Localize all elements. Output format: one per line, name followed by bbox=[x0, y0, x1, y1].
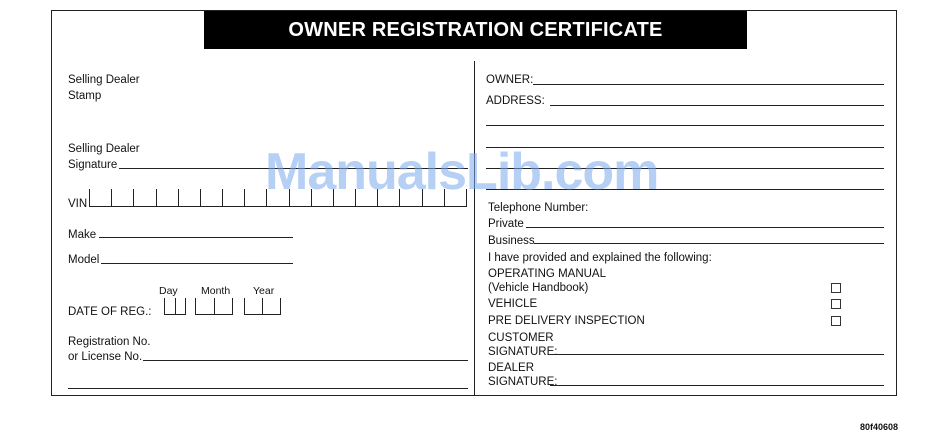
dealer-signature-label-1b: DEALER bbox=[488, 362, 535, 374]
pre-delivery-inspection-checkbox[interactable] bbox=[831, 316, 841, 326]
address-label: ADDRESS: bbox=[486, 95, 545, 107]
model-field[interactable] bbox=[101, 263, 293, 264]
day-field[interactable] bbox=[164, 298, 186, 315]
year-field[interactable] bbox=[244, 298, 281, 315]
watermark: ManualsLib.com bbox=[265, 143, 659, 201]
dealer-signature-label-1: Selling Dealer bbox=[68, 143, 140, 155]
private-phone-field[interactable] bbox=[526, 227, 884, 228]
address-field[interactable] bbox=[550, 105, 884, 106]
vehicle-checkbox[interactable] bbox=[831, 299, 841, 309]
make-field[interactable] bbox=[99, 237, 293, 238]
address-line-2[interactable] bbox=[486, 125, 884, 126]
operating-manual-label: OPERATING MANUAL bbox=[488, 268, 606, 280]
certificate-title: OWNER REGISTRATION CERTIFICATE bbox=[204, 11, 747, 49]
provided-statement: I have provided and explained the following: bbox=[488, 252, 712, 264]
vin-label: VIN bbox=[68, 198, 88, 210]
pre-delivery-inspection-label: PRE DELIVERY INSPECTION bbox=[488, 315, 645, 327]
year-label: Year bbox=[253, 285, 275, 297]
registration-label-2: or License No. bbox=[68, 351, 143, 363]
dealer-signature-line-right[interactable] bbox=[550, 385, 884, 386]
vehicle-handbook-label: (Vehicle Handbook) bbox=[488, 282, 589, 294]
dealer-signature-label-2b: SIGNATURE: bbox=[488, 376, 558, 388]
registration-field[interactable] bbox=[143, 360, 468, 361]
registration-field-line-2[interactable] bbox=[68, 388, 468, 389]
make-label: Make bbox=[68, 229, 97, 241]
customer-signature-line[interactable] bbox=[550, 354, 884, 355]
customer-signature-label-2: SIGNATURE: bbox=[488, 346, 558, 358]
business-phone-field[interactable] bbox=[534, 243, 884, 244]
owner-label: OWNER: bbox=[486, 74, 534, 86]
private-phone-label: Private bbox=[488, 218, 524, 230]
dealer-stamp-label-2: Stamp bbox=[68, 90, 102, 102]
registration-label-1: Registration No. bbox=[68, 336, 151, 348]
dealer-signature-label-2: Signature bbox=[68, 159, 118, 171]
date-of-reg-label: DATE OF REG.: bbox=[68, 306, 152, 318]
column-divider bbox=[474, 61, 475, 396]
month-label: Month bbox=[201, 285, 231, 297]
dealer-stamp-label-1: Selling Dealer bbox=[68, 74, 140, 86]
telephone-label: Telephone Number: bbox=[488, 202, 589, 214]
month-field[interactable] bbox=[195, 298, 233, 315]
day-label: Day bbox=[159, 285, 178, 297]
vehicle-label: VEHICLE bbox=[488, 298, 538, 310]
customer-signature-label-1: CUSTOMER bbox=[488, 332, 554, 344]
model-label: Model bbox=[68, 254, 100, 266]
owner-field[interactable] bbox=[533, 84, 884, 85]
business-phone-label: Business bbox=[488, 235, 535, 247]
figure-code: 80f40608 bbox=[859, 422, 898, 432]
operating-manual-checkbox[interactable] bbox=[831, 283, 841, 293]
